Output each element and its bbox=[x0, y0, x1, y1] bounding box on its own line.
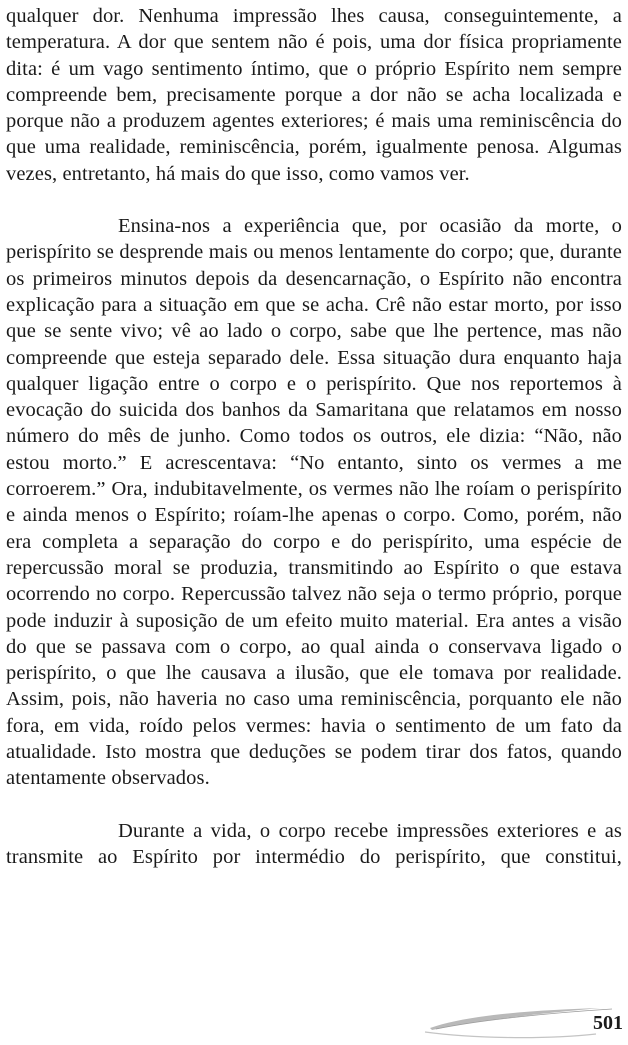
paragraph-experience: Ensina-nos a experiência que, por ocasião da morte, o perispírito se desprende mais ou menos lentamente do corpo; que, durante os primeiros minutos depois da desencarnação, o Espírito não encontra explicação para a situação em que se acha. Crê não estar morto, por isso que se sente vivo; vê ao lado o corpo, sabe que lhe pertence, mas não compreende que esteja separado dele. Essa situação dura enquanto haja qualquer ligação entre o corpo e o perispírito. Que nos reportemos à evocação do suicida dos banhos da Samaritana que relatamos em nosso número do mês de junho. Como todos os outros, ele dizia: “Não, não estou morto.” E acrescentava: “No entanto, sinto os vermes a me corroerem.” Ora, indubitavelmente, os vermes não lhe roíam o perispírito e ainda menos o Espírito; roíam-lhe apenas o corpo. Como, porém, não era completa a separação do corpo e do perispírito, uma espécie de repercussão moral se produzia, transmitindo ao Espírito o que estava ocorrendo no corpo. Repercussão talvez não seja o termo próprio, porque pode induzir à suposição de um efeito muito material. Era antes a visão do que se passava com o corpo, ao qual ainda o conservava ligado o perispírito, o que lhe causava a ilusão, que ele tomava por realidade. Assim, pois, não haveria no caso uma reminiscência, porquanto ele não fora, em vida, roído pelos vermes: havia o sentimento de um fato da atualidade. Isto mostra que deduções se podem tirar dos fatos, quando atentamente observados. bbox=[6, 215, 622, 790]
paragraph-during-life: Durante a vida, o corpo recebe impressões exteriores e as transmite ao Espírito por intermédio do perispírito, que constitui, bbox=[6, 819, 622, 868]
paragraph-continuation: qualquer dor. Nenhuma impressão lhes causa, conseguintemente, a temperatura. A dor que sentem não é pois, uma dor física propriamente dita: é um vago sentimento íntimo, que o próprio Espírito nem sempre compreende bem, precisamente porque a dor não se acha localizada e porque não a produzem agentes exteriores; é mais uma reminiscência do que uma realidade, reminiscência, porém, igualmente penosa. Algumas vezes, entretanto, há mais do que isso, como vamos ver. bbox=[6, 5, 622, 185]
swoosh-ornament-icon bbox=[0, 1000, 628, 1045]
page-body bbox=[6, 3, 622, 870]
page-footer bbox=[0, 1000, 628, 1045]
page-number: 501 bbox=[593, 1012, 623, 1034]
